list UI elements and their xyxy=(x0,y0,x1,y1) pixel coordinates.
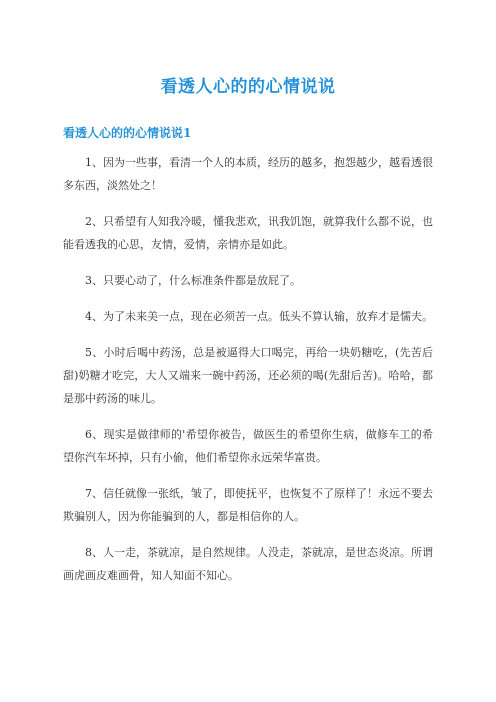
paragraph-7: 7、信任就像一张纸，皱了，即使抚平，也恢复不了原样了！永远不要去欺骗别人，因为你能骗到的人，都是相信你的人。 xyxy=(63,487,433,523)
paragraph-8: 8、人一走，茶就凉，是自然规律。人没走，茶就凉，是世态炎凉。所谓画虎画皮难画骨，知人知面不知心。 xyxy=(63,546,433,582)
paragraph-list xyxy=(63,151,433,600)
paragraph-3: 3、只要心动了，什么标准条件都是放屁了。 xyxy=(85,274,301,287)
paragraph-2: 2、只希望有人知我冷暖，懂我悲欢，讯我饥饱，就算我什么都不说，也能看透我的心思，友情，爱情，亲情亦是如此。 xyxy=(63,215,433,251)
paragraph-6: 6、现实是做律师的'希望你被告，做医生的希望你生病，做修车工的希望你汽车坏掉，只有小偷，他们希望你永远荣华富贵。 xyxy=(63,428,433,464)
paragraph-5: 5、小时后喝中药汤，总是被逼得大口喝完，再给一块奶糖吃，(先苦后甜)奶糖才吃完，大人又端来一碗中药汤，还必须的喝(先甜后苦)。哈哈，都是那中药汤的味儿。 xyxy=(63,346,433,405)
document-title: 看透人心的的心情说说 xyxy=(160,77,336,97)
section-heading: 看透人心的的心情说说1 xyxy=(63,126,192,140)
paragraph-1: 1、因为一些事，看清一个人的本质，经历的越多，抱怨越少，越看透很多东西，淡然处之！ xyxy=(63,156,433,192)
paragraph-4: 4、为了未来美一点，现在必须苦一点。低头不算认输，放弃才是懦夫。 xyxy=(85,310,433,323)
